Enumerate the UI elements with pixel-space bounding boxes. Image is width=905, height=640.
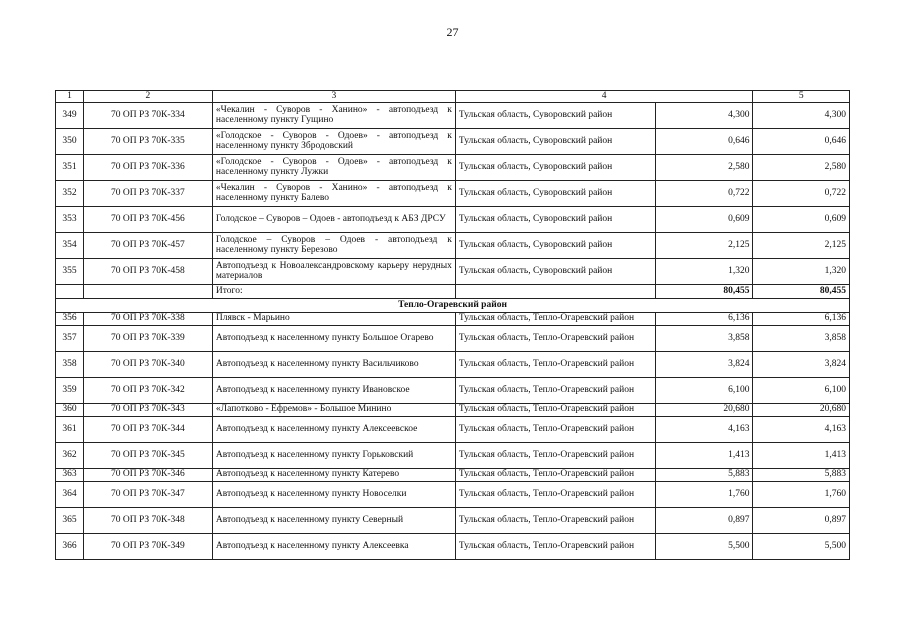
road-length-col5: 0,722 [753, 180, 850, 206]
road-name: Автоподъезд к населенному пункту Васильчиково [212, 351, 455, 377]
table-row [56, 128, 850, 154]
header-col-2: 2 [83, 91, 212, 103]
suvorov-rows [56, 102, 850, 312]
road-code: 70 ОП РЗ 70К-340 [83, 351, 212, 377]
road-code: 70 ОП РЗ 70К-345 [83, 442, 212, 468]
road-name: Автоподъезд к населенному пункту Алексеевское [212, 416, 455, 442]
row-number: 349 [56, 102, 84, 128]
road-length-col5: 1,320 [753, 258, 850, 284]
table-row [56, 312, 850, 325]
road-code: 70 ОП РЗ 70К-349 [83, 533, 212, 559]
road-length: 3,858 [655, 325, 753, 351]
header-col-5: 5 [753, 91, 850, 103]
row-number: 363 [56, 468, 84, 481]
road-length: 6,136 [655, 312, 753, 325]
road-region: Тульская область, Суворовский район [455, 154, 655, 180]
road-region: Тульская область, Тепло-Огаревский район [455, 325, 655, 351]
road-length-col5: 3,858 [753, 325, 850, 351]
road-name: Автоподъезд к населенному пункту Ивановское [212, 377, 455, 403]
road-length: 5,500 [655, 533, 753, 559]
total-empty-cell [83, 284, 212, 298]
table-row [56, 403, 850, 416]
row-number: 351 [56, 154, 84, 180]
road-name: «Голодское - Суворов - Одоев» - автоподъезд к населенному пункту Лужки [212, 154, 455, 180]
table-row [56, 507, 850, 533]
roads-table [55, 90, 850, 560]
road-length: 0,722 [655, 180, 753, 206]
road-length-col5: 4,163 [753, 416, 850, 442]
teplo-ogarevsky-rows [56, 312, 850, 559]
road-length-col5: 3,824 [753, 351, 850, 377]
table-row [56, 180, 850, 206]
road-name: Голодское – Суворов – Одоев - автоподъезд к АБЗ ДРСУ [212, 206, 455, 232]
total-empty-cell [455, 284, 655, 298]
road-region: Тульская область, Тепло-Огаревский район [455, 351, 655, 377]
road-region: Тульская область, Тепло-Огаревский район [455, 481, 655, 507]
road-region: Тульская область, Тепло-Огаревский район [455, 442, 655, 468]
road-region: Тульская область, Тепло-Огаревский район [455, 416, 655, 442]
table-row [56, 377, 850, 403]
road-length: 20,680 [655, 403, 753, 416]
table-row [56, 351, 850, 377]
road-region: Тульская область, Тепло-Огаревский район [455, 507, 655, 533]
row-number: 361 [56, 416, 84, 442]
road-length-col5: 20,680 [753, 403, 850, 416]
road-length: 0,609 [655, 206, 753, 232]
row-number: 360 [56, 403, 84, 416]
table-row [56, 481, 850, 507]
road-code: 70 ОП РЗ 70К-337 [83, 180, 212, 206]
table-row [56, 232, 850, 258]
road-name: «Лапотково - Ефремов» - Большое Минино [212, 403, 455, 416]
road-length-col5: 1,760 [753, 481, 850, 507]
section-row [56, 298, 850, 312]
table-row [56, 325, 850, 351]
road-region: Тульская область, Тепло-Огаревский район [455, 468, 655, 481]
road-name: Автоподъезд к населенному пункту Северный [212, 507, 455, 533]
row-number: 353 [56, 206, 84, 232]
road-length-col5: 0,646 [753, 128, 850, 154]
road-name: «Голодское - Суворов - Одоев» - автоподъезд к населенному пункту Збродовский [212, 128, 455, 154]
road-length: 0,897 [655, 507, 753, 533]
road-name: Автоподъезд к населенному пункту Алексеевка [212, 533, 455, 559]
road-length: 4,163 [655, 416, 753, 442]
road-code: 70 ОП РЗ 70К-338 [83, 312, 212, 325]
road-length: 6,100 [655, 377, 753, 403]
road-code: 70 ОП РЗ 70К-458 [83, 258, 212, 284]
total-row [56, 284, 850, 298]
row-number: 354 [56, 232, 84, 258]
page-number: 27 [446, 25, 459, 39]
table-row [56, 442, 850, 468]
table-row [56, 533, 850, 559]
road-name: Автоподъезд к населенному пункту Катерево [212, 468, 455, 481]
road-length: 2,125 [655, 232, 753, 258]
road-code: 70 ОП РЗ 70К-343 [83, 403, 212, 416]
road-length-col5: 6,136 [753, 312, 850, 325]
road-name: «Чекалин - Суворов - Ханино» - автоподъезд к населенному пункту Балево [212, 180, 455, 206]
road-code: 70 ОП РЗ 70К-457 [83, 232, 212, 258]
road-code: 70 ОП РЗ 70К-456 [83, 206, 212, 232]
road-name: Плявск - Марьино [212, 312, 455, 325]
table-row [56, 416, 850, 442]
row-number: 362 [56, 442, 84, 468]
road-region: Тульская область, Тепло-Огаревский район [455, 403, 655, 416]
table-row [56, 468, 850, 481]
row-number: 356 [56, 312, 84, 325]
road-name: Автоподъезд к населенному пункту Горьковский [212, 442, 455, 468]
header-col-3: 3 [212, 91, 455, 103]
row-number: 350 [56, 128, 84, 154]
road-name: Автоподъезд к населенному пункту Большое Огарево [212, 325, 455, 351]
road-length: 1,320 [655, 258, 753, 284]
road-length: 1,413 [655, 442, 753, 468]
road-region: Тульская область, Суворовский район [455, 258, 655, 284]
road-code: 70 ОП РЗ 70К-344 [83, 416, 212, 442]
header-col-4: 4 [455, 91, 753, 103]
row-number: 352 [56, 180, 84, 206]
road-code: 70 ОП РЗ 70К-347 [83, 481, 212, 507]
road-region: Тульская область, Тепло-Огаревский район [455, 533, 655, 559]
road-region: Тульская область, Суворовский район [455, 128, 655, 154]
road-name: «Чекалин - Суворов - Ханино» - автоподъезд к населенному пункту Гущино [212, 102, 455, 128]
road-code: 70 ОП РЗ 70К-335 [83, 128, 212, 154]
total-length: 80,455 [655, 284, 753, 298]
road-length: 4,300 [655, 102, 753, 128]
table-row [56, 154, 850, 180]
row-number: 359 [56, 377, 84, 403]
road-code: 70 ОП РЗ 70К-339 [83, 325, 212, 351]
road-region: Тульская область, Суворовский район [455, 232, 655, 258]
row-number: 358 [56, 351, 84, 377]
header-row [56, 91, 850, 103]
road-length-col5: 1,413 [753, 442, 850, 468]
total-empty-cell [56, 284, 84, 298]
road-name: Автоподъезд к Новоалександровскому карьеру нерудных материалов [212, 258, 455, 284]
road-length-col5: 5,500 [753, 533, 850, 559]
road-length-col5: 4,300 [753, 102, 850, 128]
road-code: 70 ОП РЗ 70К-346 [83, 468, 212, 481]
row-number: 364 [56, 481, 84, 507]
road-code: 70 ОП РЗ 70К-334 [83, 102, 212, 128]
road-length: 1,760 [655, 481, 753, 507]
road-name: Автоподъезд к населенному пункту Новоселки [212, 481, 455, 507]
table-row [56, 258, 850, 284]
section-title: Тепло-Огаревский район [56, 298, 850, 312]
row-number: 366 [56, 533, 84, 559]
road-code: 70 ОП РЗ 70К-342 [83, 377, 212, 403]
table-row [56, 206, 850, 232]
row-number: 355 [56, 258, 84, 284]
road-code: 70 ОП РЗ 70К-336 [83, 154, 212, 180]
road-length: 5,883 [655, 468, 753, 481]
road-length-col5: 2,580 [753, 154, 850, 180]
road-length-col5: 6,100 [753, 377, 850, 403]
row-number: 365 [56, 507, 84, 533]
table-row [56, 102, 850, 128]
row-number: 357 [56, 325, 84, 351]
road-length-col5: 0,609 [753, 206, 850, 232]
road-length-col5: 2,125 [753, 232, 850, 258]
road-length: 3,824 [655, 351, 753, 377]
road-length-col5: 0,897 [753, 507, 850, 533]
road-region: Тульская область, Тепло-Огаревский район [455, 312, 655, 325]
road-region: Тульская область, Суворовский район [455, 102, 655, 128]
road-region: Тульская область, Тепло-Огаревский район [455, 377, 655, 403]
road-code: 70 ОП РЗ 70К-348 [83, 507, 212, 533]
total-label: Итого: [212, 284, 455, 298]
road-region: Тульская область, Суворовский район [455, 206, 655, 232]
road-length-col5: 5,883 [753, 468, 850, 481]
road-length: 2,580 [655, 154, 753, 180]
road-length: 0,646 [655, 128, 753, 154]
header-col-1: 1 [56, 91, 84, 103]
road-region: Тульская область, Суворовский район [455, 180, 655, 206]
total-length-col5: 80,455 [753, 284, 850, 298]
road-name: Голодское – Суворов – Одоев - автоподъезд к населенному пункту Березово [212, 232, 455, 258]
